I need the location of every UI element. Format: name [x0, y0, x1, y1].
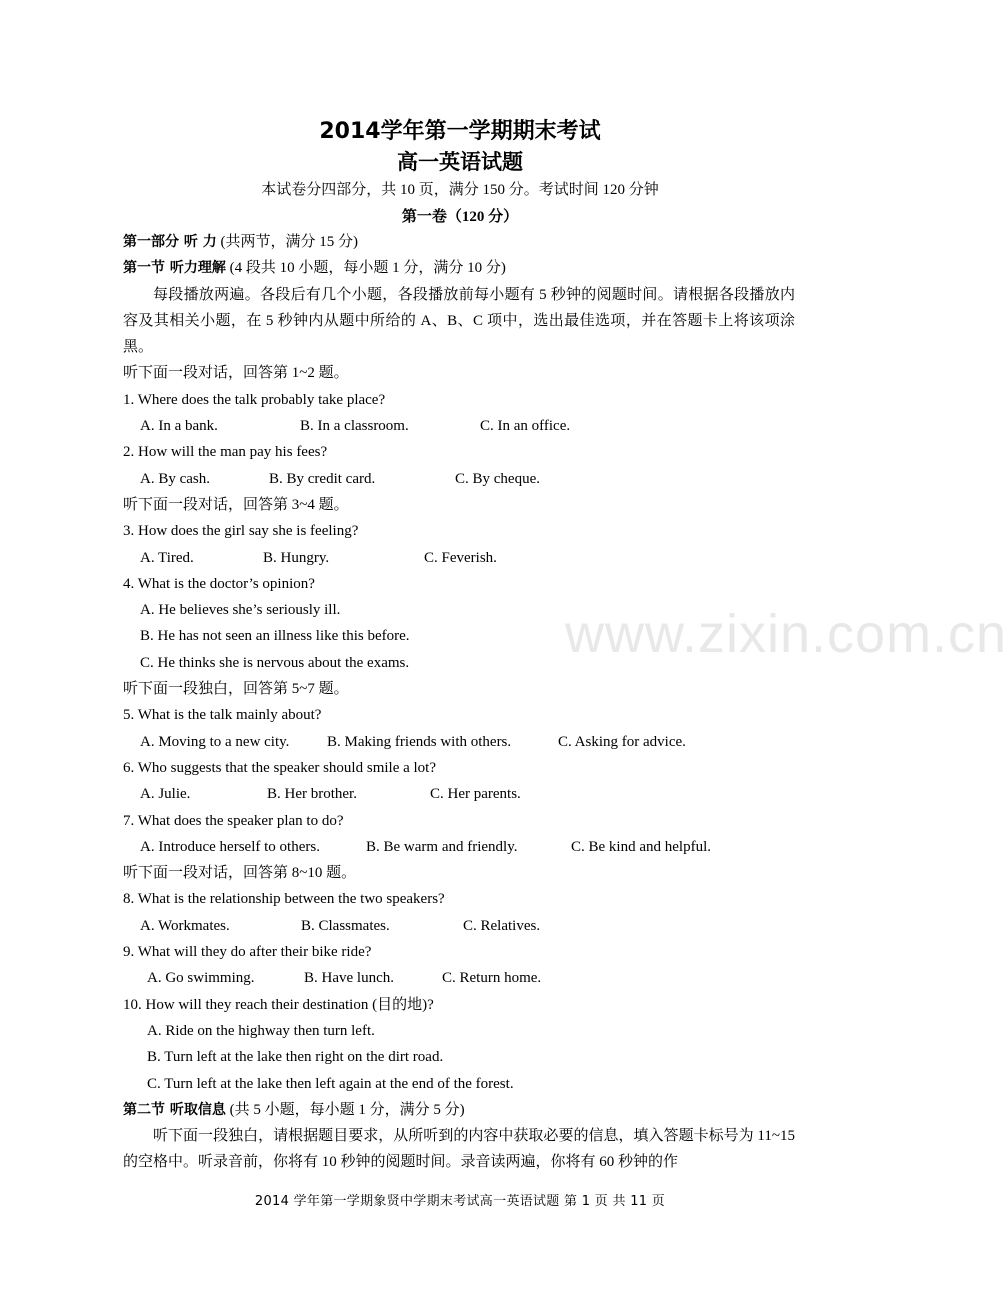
option-b: B. By credit card.: [269, 470, 376, 487]
option-a: A. Go swimming.: [147, 970, 255, 987]
part-heading: [123, 229, 795, 255]
option-c: C. Asking for advice.: [558, 733, 686, 750]
question-options: [123, 466, 795, 492]
option-c: C. Relatives.: [463, 917, 541, 934]
option-c: C. Turn left at the lake then left again at the end of the forest.: [147, 1075, 514, 1092]
option-a: A. By cash.: [140, 470, 210, 487]
question-options: [123, 913, 795, 939]
option-b: B. He has not seen an illness like this before.: [140, 628, 410, 645]
question-options: [123, 413, 795, 439]
option-b: B. Be warm and friendly.: [366, 838, 518, 855]
question-stem: 3. How does the girl say she is feeling?: [123, 523, 359, 540]
option-b: B. Her brother.: [267, 786, 357, 803]
option-b: B. Hungry.: [263, 549, 330, 566]
option-a: A. Julie.: [140, 786, 191, 803]
part-title: 第一部分 听 力: [123, 234, 217, 250]
dialog-intro: 听下面一段对话，回答第 1~2 题。: [123, 365, 349, 382]
instructions: 每段播放两遍。各段后有几个小题，各段播放前每小题有 5 秒钟的阅题时间。请根据各段播放内容及其相关小题，在 5 秒钟内从题中所给的 A、B、C 项中，选出最佳选项，并在答题卡上将该项涂黑。: [123, 286, 795, 356]
question-options: [123, 781, 795, 807]
dialog-intro: 听下面一段对话，回答第 3~4 题。: [123, 496, 349, 513]
page-footer: 2014 学年第一学期象贤中学期末考试高一英语试题 第 1 页 共 11 页: [254, 1194, 666, 1209]
part-note: (共两节，满分 15 分): [216, 234, 358, 250]
exam-content: [123, 229, 795, 1176]
option-a: A. Tired.: [140, 549, 194, 566]
option-b: B. In a classroom.: [300, 418, 409, 435]
option-c: C. Return home.: [442, 970, 542, 987]
question-stem: 2. How will the man pay his fees?: [123, 444, 328, 461]
volume-heading: 第一卷（120 分）: [401, 209, 519, 225]
question-stem: 9. What will they do after their bike ride?: [123, 944, 372, 961]
option-b: B. Making friends with others.: [327, 733, 512, 750]
option-a: A. In a bank.: [140, 418, 218, 435]
question-stem: 6. Who suggests that the speaker should smile a lot?: [123, 759, 437, 776]
question-stem: 10. How will they reach their destination (目的地)?: [123, 996, 434, 1013]
option-c: C. By cheque.: [455, 470, 540, 487]
section-note: (共 5 小题，每小题 1 分，满分 5 分): [225, 1101, 465, 1118]
section-title: 第一节 听力理解: [123, 260, 226, 277]
option-b: B. Turn left at the lake then right on the dirt road.: [147, 1049, 444, 1066]
option-c: C. He thinks she is nervous about the exams.: [140, 654, 410, 671]
option-c: C. In an office.: [480, 418, 571, 435]
question-stem: 8. What is the relationship between the two speakers?: [123, 891, 445, 908]
section2-instructions: 听下面一段独白，请根据题目要求，从所听到的内容中获取必要的信息，填入答题卡标号为 11~15 的空格中。听录音前，你将有 10 秒钟的阅题时间。录音读两遍，你将有 60 秒钟的作: [123, 1128, 795, 1171]
question-options: [123, 729, 795, 755]
option-b: B. Have lunch.: [304, 970, 394, 987]
watermark: www.zixin.com.cn: [565, 604, 1007, 664]
exam-subtitle: 高一英语试题: [397, 150, 523, 174]
question-stem: 4. What is the doctor’s opinion?: [123, 575, 315, 592]
option-c: C. Be kind and helpful.: [571, 838, 711, 855]
option-c: C. Feverish.: [424, 549, 497, 566]
monolog-intro: 听下面一段独白，回答第 5~7 题。: [123, 681, 349, 698]
question-stem: 5. What is the talk mainly about?: [123, 707, 322, 724]
section-title: 第二节 听取信息: [123, 1101, 226, 1118]
question-options: [123, 834, 795, 860]
question-options: [123, 965, 795, 991]
option-b: B. Classmates.: [301, 917, 390, 934]
option-a: A. Workmates.: [140, 917, 230, 934]
option-a: A. He believes she’s seriously ill.: [140, 602, 341, 619]
option-c: C. Her parents.: [430, 786, 521, 803]
option-a: A. Ride on the highway then turn left.: [147, 1022, 375, 1039]
section-heading: [123, 1097, 795, 1123]
section-note: (4 段共 10 小题，每小题 1 分，满分 10 分): [225, 260, 506, 277]
option-a: A. Moving to a new city.: [140, 733, 290, 750]
exam-title: 2014学年第一学期期末考试: [319, 119, 601, 144]
question-stem: 1. Where does the talk probably take place?: [123, 391, 386, 408]
option-a: A. Introduce herself to others.: [140, 838, 320, 855]
question-options: [123, 545, 795, 571]
question-stem: 7. What does the speaker plan to do?: [123, 812, 344, 829]
dialog-intro: 听下面一段对话，回答第 8~10 题。: [123, 865, 357, 882]
section-heading: [123, 255, 795, 281]
exam-info: 本试卷分四部分，共 10 页，满分 150 分。考试时间 120 分钟: [261, 182, 659, 198]
